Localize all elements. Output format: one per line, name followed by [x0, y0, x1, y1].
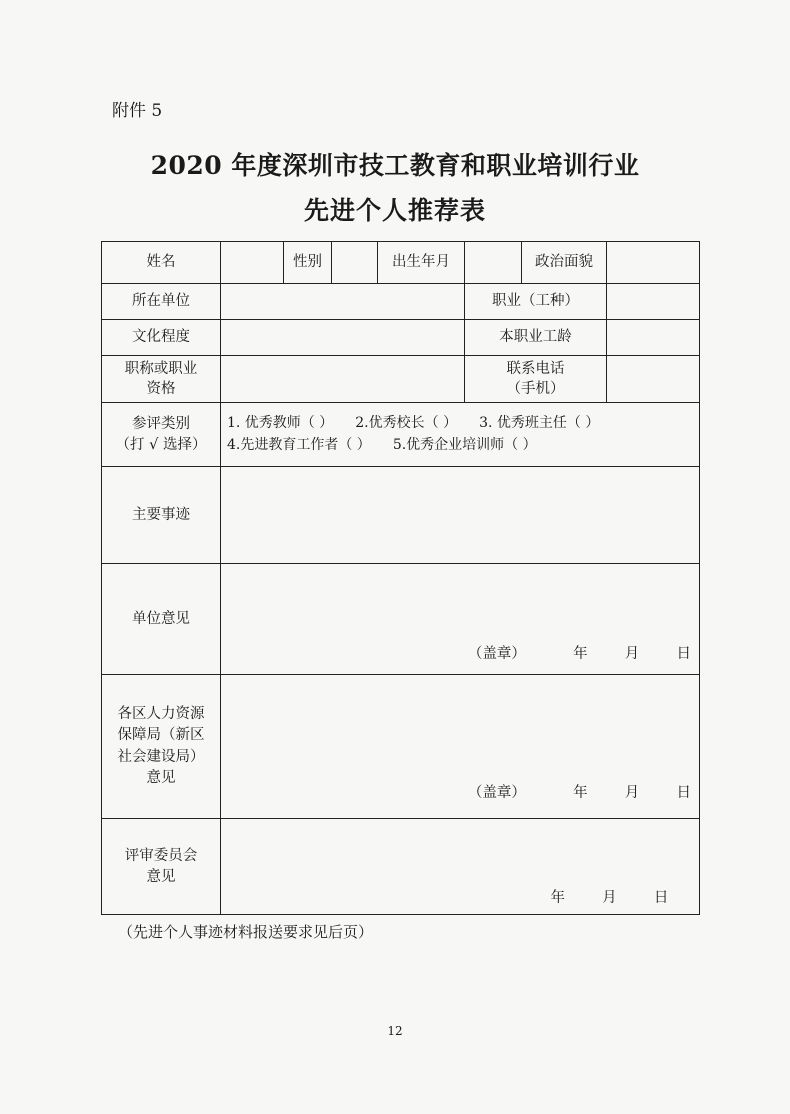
- category-option-enterprise-trainer[interactable]: 5.优秀企业培训师（ ）: [392, 436, 537, 453]
- unit-year-text: 年: [573, 646, 588, 662]
- district-opinion-label: [102, 675, 221, 819]
- district-month-text: 月: [624, 785, 640, 801]
- phone-label-line2: （手机）: [506, 381, 565, 397]
- unit-field[interactable]: [221, 284, 465, 320]
- committee-month-text: 月: [602, 890, 617, 906]
- category-label: [102, 403, 221, 467]
- committee-year-text: 年: [550, 890, 565, 906]
- unit-day-text: 日: [676, 646, 691, 662]
- district-opinion-label-line2: 保障局（新区: [117, 727, 205, 744]
- unit-opinion-seal-date: [468, 642, 691, 663]
- category-label-line1: 参评类别: [132, 416, 190, 433]
- professional-title-label-line2: 资格: [146, 381, 176, 397]
- phone-label: [465, 356, 607, 403]
- row-district-opinion: [102, 675, 700, 819]
- category-option-excellent-principal[interactable]: 2.优秀校长（ ）: [355, 414, 458, 431]
- district-opinion-label-line1: 各区人力资源: [117, 706, 205, 723]
- category-options: [221, 403, 700, 467]
- district-opinion-field[interactable]: [221, 675, 700, 819]
- row-basic-info: [102, 242, 700, 284]
- category-option-excellent-teacher[interactable]: 1. 优秀教师（ ）: [227, 414, 334, 431]
- name-label: 姓名: [102, 242, 221, 284]
- gender-label: 性别: [284, 242, 332, 284]
- category-label-line2: （打 √ 选择）: [115, 436, 207, 453]
- unit-opinion-label: 单位意见: [102, 564, 221, 675]
- seniority-field[interactable]: [607, 320, 700, 356]
- political-field[interactable]: [607, 242, 700, 284]
- committee-day-text: 日: [653, 890, 669, 906]
- recommendation-form-table: [101, 241, 700, 915]
- category-option-advanced-educator[interactable]: 4.先进教育工作者（ ）: [227, 436, 371, 453]
- main-deeds-field[interactable]: [221, 467, 700, 564]
- phone-field[interactable]: [607, 356, 700, 403]
- phone-label-line1: 联系电话: [506, 360, 565, 377]
- row-unit: [102, 284, 700, 320]
- unit-seal-text: （盖章）: [467, 646, 526, 662]
- committee-opinion-label-line1: 评审委员会: [124, 848, 198, 865]
- district-opinion-label-line4: 意见: [146, 769, 176, 786]
- page-number: 12: [387, 1024, 403, 1038]
- district-day-text: 日: [676, 785, 691, 801]
- committee-opinion-date: [550, 886, 691, 907]
- row-unit-opinion: [102, 564, 700, 675]
- committee-opinion-field[interactable]: [221, 819, 700, 915]
- birth-field[interactable]: [465, 242, 522, 284]
- form-title-line2: 先进个人推荐表: [303, 196, 486, 225]
- attachment-label: 附件 5: [112, 101, 163, 121]
- main-deeds-label: 主要事迹: [102, 467, 221, 564]
- footnote: （先进个人事迹材料报送要求见后页）: [118, 923, 374, 941]
- education-label: 文化程度: [102, 320, 221, 356]
- district-year-text: 年: [573, 785, 588, 801]
- row-title-phone: [102, 356, 700, 403]
- district-opinion-seal-date: [468, 781, 691, 802]
- row-education: [102, 320, 700, 356]
- row-category: [102, 403, 700, 467]
- unit-opinion-field[interactable]: [221, 564, 700, 675]
- district-opinion-label-line3: 社会建设局）: [117, 748, 205, 765]
- education-field[interactable]: [221, 320, 465, 356]
- unit-month-text: 月: [624, 646, 640, 662]
- form-title-line1: 2020 年度深圳市技工教育和职业培训行业: [150, 151, 640, 180]
- seniority-label: 本职业工龄: [465, 320, 607, 356]
- name-field[interactable]: [221, 242, 284, 284]
- row-committee-opinion: [102, 819, 700, 915]
- birth-label: 出生年月: [378, 242, 465, 284]
- occupation-field[interactable]: [607, 284, 700, 320]
- political-label: 政治面貌: [522, 242, 607, 284]
- gender-field[interactable]: [332, 242, 378, 284]
- committee-opinion-label: [102, 819, 221, 915]
- unit-label: 所在单位: [102, 284, 221, 320]
- professional-title-label-line1: 职称或职业: [124, 360, 198, 377]
- district-seal-text: （盖章）: [467, 785, 526, 801]
- professional-title-field[interactable]: [221, 356, 465, 403]
- professional-title-label: [102, 356, 221, 403]
- row-main-deeds: [102, 467, 700, 564]
- category-option-excellent-head-teacher[interactable]: 3. 优秀班主任（ ）: [479, 414, 600, 431]
- occupation-label: 职业（工种）: [465, 284, 607, 320]
- committee-opinion-label-line2: 意见: [146, 868, 176, 885]
